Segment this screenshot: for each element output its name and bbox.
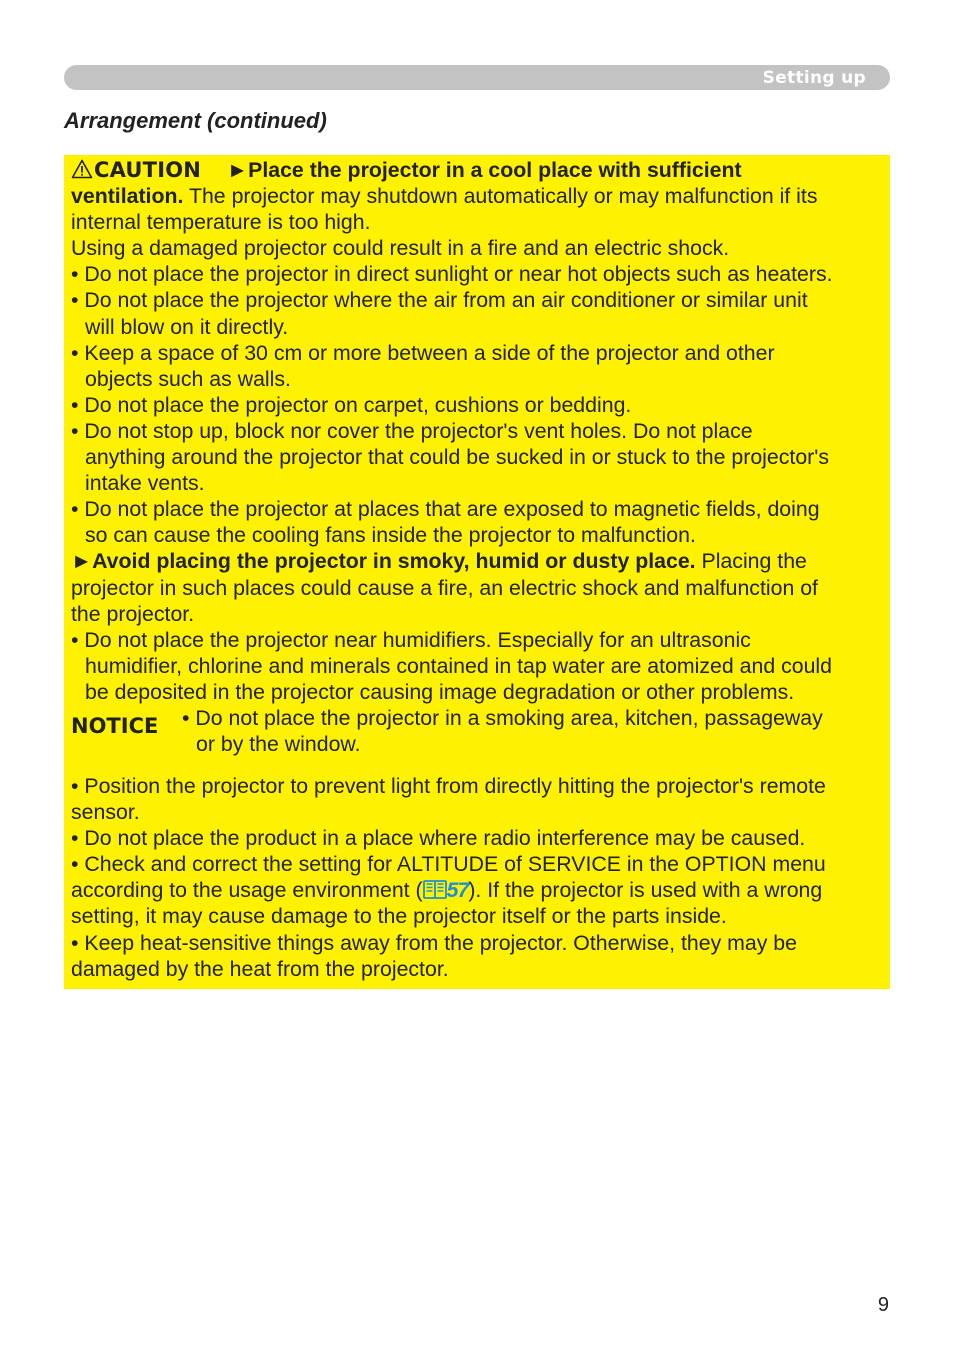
caution-label: CAUTION [94,158,202,182]
bullet-line: • Do not place the projector near humidifiers. Especially for an ultrasonic [71,627,751,652]
caution-text-line: the projector. [71,601,195,626]
page-number: 9 [877,1294,889,1316]
bullet-line: • Do not stop up, block nor cover the projector's vent holes. Do not place [71,418,753,443]
bullet-line: humidifier, chlorine and minerals contained in tap water are atomized and could [85,653,833,678]
page-reference-link[interactable]: 57 [446,878,469,903]
notice-list [71,773,883,982]
notice-line [71,877,883,903]
list-item [71,627,883,705]
notice-text: ). If the projector is used with a wrong [468,878,823,903]
book-reference-icon [423,879,447,899]
list-item [71,496,883,548]
bullet-line: • Do not place the projector on carpet, cushions or bedding. [71,392,632,417]
list-item [182,705,823,757]
bullet-line: intake vents. [85,471,205,496]
list-item [71,287,883,339]
notice-line: damaged by the heat from the projector. [71,956,449,981]
notice-label: NOTICE [71,713,159,738]
list-item [71,261,883,287]
caution-heading-continued [71,183,883,209]
bullet-line: • Do not place the projector in direct sunlight or near hot objects such as heaters. [71,262,833,287]
bullet-line: • Do not place the projector where the air from an air conditioner or similar unit [71,288,808,313]
notice-line: • Position the projector to prevent light from directly hitting the projector's remote [71,773,826,798]
caution-text-line: internal temperature is too high. [71,210,371,235]
header-bar [64,65,890,90]
bullet-line: so can cause the cooling fans inside the projector to malfunction. [85,523,696,548]
list-item [71,340,883,392]
bullet-line: • Do not place the projector in a smoking area, kitchen, passageway [182,705,823,730]
caution-heading-rest: The projector may shutdown automatically or may malfunction if its [183,184,818,209]
bullet-line: will blow on it directly. [85,314,289,339]
caution-heading-2-bold: ►Avoid placing the projector in smoky, humid or dusty place. [71,549,696,574]
notice-text: according to the usage environment ( [71,878,423,903]
notice-line: sensor. [71,800,140,825]
bullet-line: or by the window. [196,732,361,757]
notice-line: • Keep heat-sensitive things away from the projector. Otherwise, they may be [71,930,797,955]
warning-triangle-icon [71,159,93,179]
caution-box [64,155,890,989]
bullet-line: be deposited in the projector causing image degradation or other problems. [85,679,795,704]
list-item [71,392,883,418]
notice-line: • Check and correct the setting for ALTITUDE of SERVICE in the OPTION menu [71,852,826,877]
bullet-line: anything around the projector that could be sucked in or stuck to the projector's [85,445,829,470]
section-title: Arrangement (continued) [64,108,327,133]
caution-bullet-list [71,261,883,548]
header-section-label: Setting up [762,68,866,88]
caution-text-line: projector in such places could cause a fire, an electric shock and malfunction of [71,575,818,600]
caution-heading-2 [71,548,883,574]
bullet-line: • Do not place the projector at places that are exposed to magnetic fields, doing [71,497,820,522]
bullet-line: objects such as walls. [85,366,291,391]
caution-heading-line [71,157,883,183]
notice-line: setting, it may cause damage to the projector itself or the parts inside. [71,904,727,929]
notice-line: • Do not place the product in a place where radio interference may be caused. [71,826,806,851]
notice-block [71,705,883,765]
caution-heading-2-rest: Placing the [695,549,807,574]
caution-text-line: Using a damaged projector could result in a fire and an electric shock. [71,236,730,261]
caution-heading: ►Place the projector in a cool place with sufficient [227,158,742,182]
caution-heading-bold: ventilation. [71,184,184,209]
list-item [71,418,883,496]
bullet-line: • Keep a space of 30 cm or more between a side of the projector and other [71,340,775,365]
